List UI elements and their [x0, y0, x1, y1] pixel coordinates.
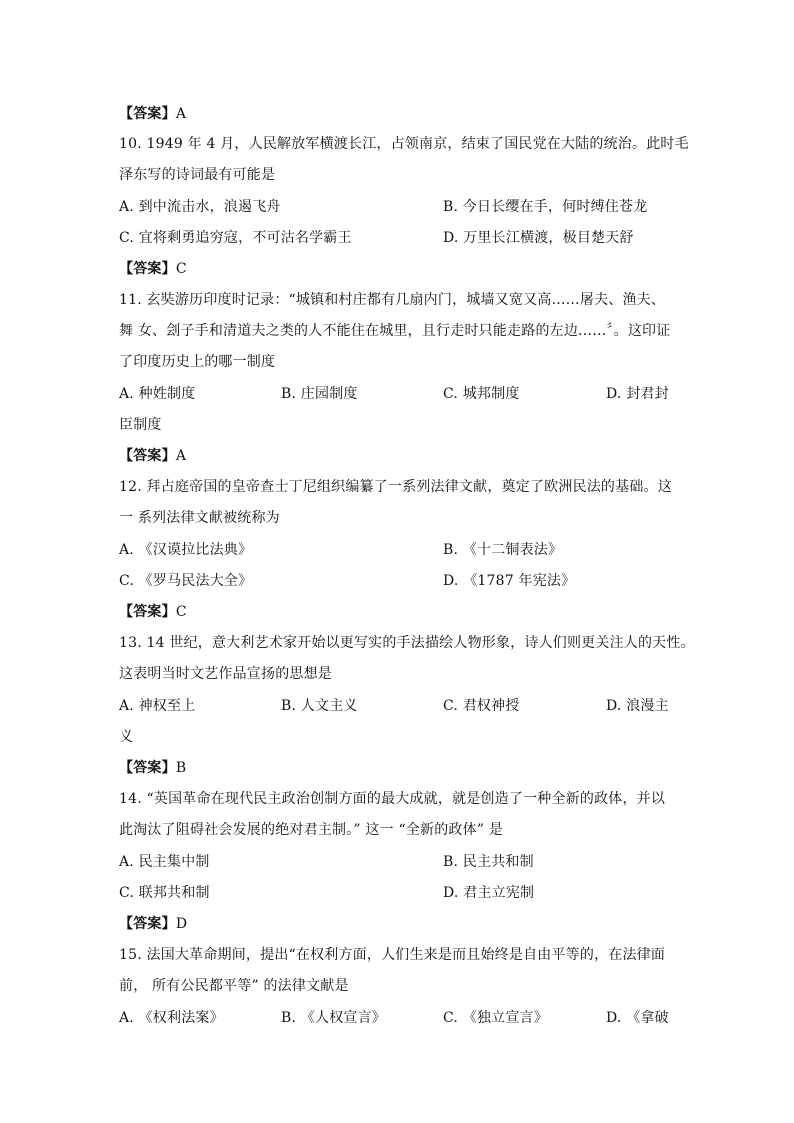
question-14-line-2: 此淘汰了阻碍社会发展的绝对君主制。” 这一 “全新的政体” 是	[119, 822, 504, 838]
question-11-option-d: D. 封君封	[606, 386, 669, 402]
question-13-option-d: D. 浪漫主	[606, 698, 669, 714]
question-11-line-3: 了印度历史上的哪一制度	[119, 354, 276, 370]
question-13-line-2: 这表明当时文艺作品宣扬的思想是	[119, 666, 332, 682]
answer-value: C	[175, 604, 187, 620]
answer-value: D	[175, 916, 188, 932]
answer-value: A	[175, 448, 187, 464]
answer-label: 【答案】	[119, 261, 176, 277]
question-14-line-1: 14. “英国革命在现代民主政治创制方面的最大成就，就是创造了一种全新的政体，并以	[119, 791, 666, 807]
question-12-option-c: C. 《罗马民法大全》	[119, 573, 253, 589]
question-14-option-b: B. 民主共和制	[443, 854, 534, 870]
answer-12	[119, 603, 187, 621]
answer-label: 【答案】	[119, 106, 176, 122]
answer-label: 【答案】	[119, 916, 176, 932]
answer-value: C	[175, 261, 187, 277]
answer-11	[119, 447, 186, 465]
answer-value: B	[175, 760, 187, 776]
question-11-option-b: B. 庄园制度	[281, 386, 358, 402]
question-12-option-d: D. 《1787 年宪法》	[443, 573, 576, 589]
answer-13	[119, 759, 186, 777]
question-15-line-2: 前， 所有公民都平等” 的法律文献是	[119, 978, 349, 994]
question-15-option-b: B. 《人权宣言》	[281, 1010, 386, 1026]
question-14-option-a: A. 民主集中制	[119, 854, 210, 870]
answer-label: 【答案】	[119, 604, 176, 620]
question-11-line-1: 11. 玄奘游历印度时记录：“城镇和村庄都有几扇内门，城墙又宽又高……屠夫、渔夫、	[119, 292, 666, 308]
question-10-option-d: D. 万里长江横渡，极目楚天舒	[443, 230, 634, 246]
question-15-line-1: 15. 法国大革命期间，提出“在权利方面，人们生来是而且始终是自由平等的，在法律面	[119, 947, 666, 963]
answer-label: 【答案】	[119, 760, 176, 776]
question-13-option-b: B. 人文主义	[281, 698, 358, 714]
question-15-option-c: C. 《独立宣言》	[443, 1010, 548, 1026]
question-12-option-a: A. 《汉谟拉比法典》	[119, 542, 253, 558]
question-10-option-a: A. 到中流击水，浪遏飞舟	[119, 199, 281, 215]
answer-9	[119, 105, 186, 123]
question-11-line-2: 舞 女、刽子手和清道夫之类的人不能住在城里，且行走时只能走路的左边……〞。这印证	[119, 323, 671, 339]
question-14-option-c: C. 联邦共和制	[119, 885, 210, 901]
question-15-option-d: D. 《拿破	[606, 1010, 669, 1026]
answer-10	[119, 260, 187, 278]
question-11-option-d-continued: 臣制度	[119, 417, 162, 433]
question-15-option-a: A. 《权利法案》	[119, 1010, 224, 1026]
question-14-option-d: D. 君主立宪制	[443, 885, 535, 901]
question-10-option-c: C. 宜将剩勇追穷寇，不可沽名学霸王	[119, 230, 352, 246]
question-13-line-1: 13. 14 世纪，意大利艺术家开始以更写实的手法描绘人物形象，诗人们则更关注人的天性。	[119, 635, 695, 651]
answer-value: A	[175, 106, 187, 122]
question-13-option-a: A. 神权至上	[119, 698, 196, 714]
question-12-option-b: B. 《十二铜表法》	[443, 542, 563, 558]
question-13-option-d-continued: 义	[119, 729, 134, 745]
question-10-option-b: B. 今日长缨在手，何时缚住苍龙	[443, 199, 648, 215]
answer-14	[119, 915, 187, 933]
question-11-option-c: C. 城邦制度	[443, 386, 520, 402]
question-13-option-c: C. 君权神授	[443, 698, 520, 714]
question-10-line-2: 泽东写的诗词最有可能是	[119, 167, 276, 183]
question-11-option-a: A. 种姓制度	[119, 386, 196, 402]
question-12-line-1: 12. 拜占庭帝国的皇帝查士丁尼组织编纂了一系列法律文献，奠定了欧洲民法的基础。这	[119, 479, 672, 495]
question-10-line-1: 10. 1949 年 4 月，人民解放军横渡长江，占领南京，结束了国民党在大陆的统治。此时毛	[119, 136, 689, 152]
question-12-line-2: 一 系列法律文献被统称为	[119, 510, 280, 526]
answer-label: 【答案】	[119, 448, 176, 464]
